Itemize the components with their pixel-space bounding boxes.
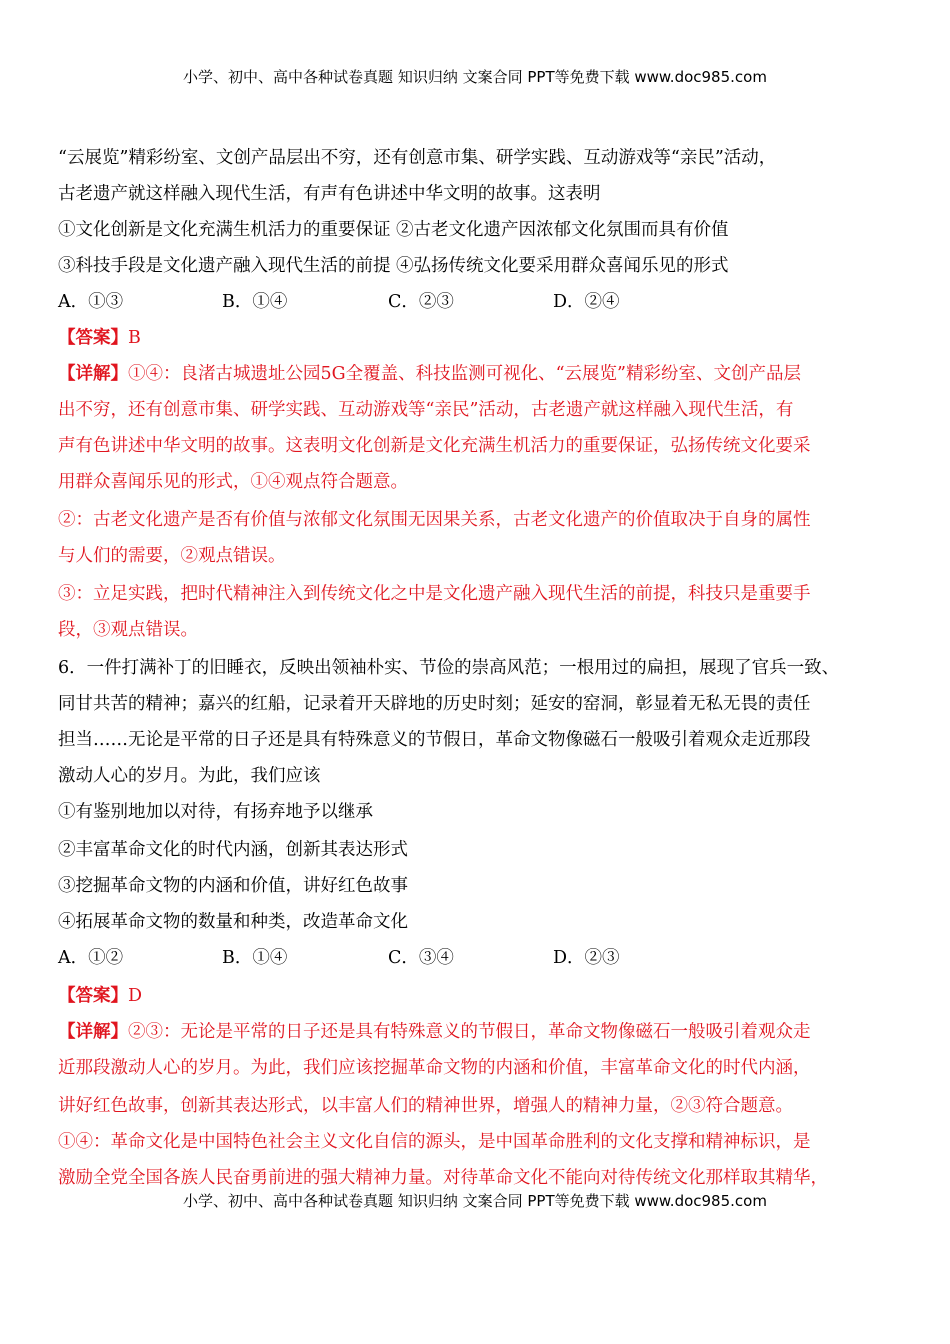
q5-explain-text-1: ①④：良渚古城遗址公园5G全覆盖、科技监测可视化、“云展览”精彩纷室、文创产品层 — [128, 364, 802, 384]
q5-stem-line-1: “云展览”精彩纷室、文创产品层出不穷，还有创意市集、研学实践、互动游戏等“亲民”活动， — [58, 148, 777, 168]
q6-stem-line-3: 担当……无论是平常的日子还是具有特殊意义的节假日，革命文物像磁石一般吸引着观众走近那段 — [58, 730, 811, 750]
q5-explain-line-3: 声有色讲述中华文明的故事。这表明文化创新是文化充满生机活力的重要保证，弘扬传统文化要采 — [58, 436, 811, 456]
q6-choice-d: D．②③ — [553, 948, 620, 968]
q5-option-line-1: ①文化创新是文化充满生机活力的重要保证 ②古老文化遗产因浓郁文化氛围而具有价值 — [58, 220, 729, 240]
q5-answer-value: B — [128, 328, 141, 348]
q6-explain-line-5: 激励全党全国各族人民奋勇前进的强大精神力量。对待革命文化不能向对待传统文化那样取其精华， — [58, 1168, 828, 1188]
q5-explain-line-2: 出不穷，还有创意市集、研学实践、互动游戏等“亲民”活动，古老遗产就这样融入现代生活，有 — [58, 400, 794, 420]
q5-answer-label: 【答案】 — [58, 328, 128, 348]
q5-explain-label: 【详解】 — [58, 364, 128, 384]
q6-stem-line-1: 6．一件打满补丁的旧睡衣，反映出领袖朴实、节俭的崇高风范；一根用过的扁担，展现了官兵一致、 — [58, 658, 840, 678]
q5-choice-a: A．①③ — [58, 292, 124, 312]
q6-stem-line-4: 激动人心的岁月。为此，我们应该 — [58, 766, 321, 786]
q5-explain-line-6: 与人们的需要，②观点错误。 — [58, 546, 286, 566]
q6-answer-label: 【答案】 — [58, 986, 128, 1006]
q5-option-line-2: ③科技手段是文化遗产融入现代生活的前提 ④弘扬传统文化要采用群众喜闻乐见的形式 — [58, 256, 729, 276]
q6-choice-c: C．③④ — [388, 948, 454, 968]
q6-explain-label: 【详解】 — [58, 1022, 128, 1042]
q5-choice-b: B．①④ — [222, 292, 288, 312]
q5-choice-c: C．②③ — [388, 292, 454, 312]
q6-explain-text-1: ②③：无论是平常的日子还是具有特殊意义的节假日，革命文物像磁石一般吸引着观众走 — [128, 1022, 811, 1042]
q5-explain-line-4: 用群众喜闻乐见的形式，①④观点符合题意。 — [58, 472, 408, 492]
q6-choice-a: A．①② — [58, 948, 124, 968]
q5-explain-line-8: 段，③观点错误。 — [58, 620, 198, 640]
q6-option-3: ③挖掘革命文物的内涵和价值，讲好红色故事 — [58, 876, 408, 896]
q5-stem-line-2: 古老遗产就这样融入现代生活，有声有色讲述中华文明的故事。这表明 — [58, 184, 601, 204]
q6-option-1: ①有鉴别地加以对待，有扬弃地予以继承 — [58, 802, 373, 822]
q5-answer — [58, 326, 141, 350]
q5-explain-line-5: ②：古老文化遗产是否有价值与浓郁文化氛围无因果关系，古老文化遗产的价值取决于自身的属性 — [58, 510, 811, 530]
q5-explain-line-7: ③：立足实践，把时代精神注入到传统文化之中是文化遗产融入现代生活的前提，科技只是重要手 — [58, 584, 811, 604]
q6-stem-line-2: 同甘共苦的精神；嘉兴的红船，记录着开天辟地的历史时刻；延安的窑洞，彰显着无私无畏的责任 — [58, 694, 811, 714]
q6-explain-line-1 — [58, 1020, 811, 1044]
q6-explain-line-2: 近那段激动人心的岁月。为此，我们应该挖掘革命文物的内涵和价值，丰富革命文化的时代内涵， — [58, 1058, 811, 1078]
page-footer: 小学、初中、高中各种试卷真题 知识归纳 文案合同 PPT等免费下载 www.doc985.com — [183, 1192, 767, 1210]
q5-choice-d: D．②④ — [553, 292, 620, 312]
q6-option-4: ④拓展革命文物的数量和种类，改造革命文化 — [58, 912, 408, 932]
q6-explain-line-3: 讲好红色故事，创新其表达形式，以丰富人们的精神世界，增强人的精神力量，②③符合题意。 — [58, 1096, 793, 1116]
q5-explain-line-1 — [58, 362, 801, 386]
q6-option-2: ②丰富革命文化的时代内涵，创新其表达形式 — [58, 840, 408, 860]
q6-answer-value: D — [128, 986, 143, 1006]
q6-explain-line-4: ①④：革命文化是中国特色社会主义文化自信的源头，是中国革命胜利的文化支撑和精神标识，是 — [58, 1132, 811, 1152]
page-header: 小学、初中、高中各种试卷真题 知识归纳 文案合同 PPT等免费下载 www.doc985.com — [183, 68, 767, 86]
q6-choice-b: B．①④ — [222, 948, 288, 968]
q6-answer — [58, 984, 142, 1008]
